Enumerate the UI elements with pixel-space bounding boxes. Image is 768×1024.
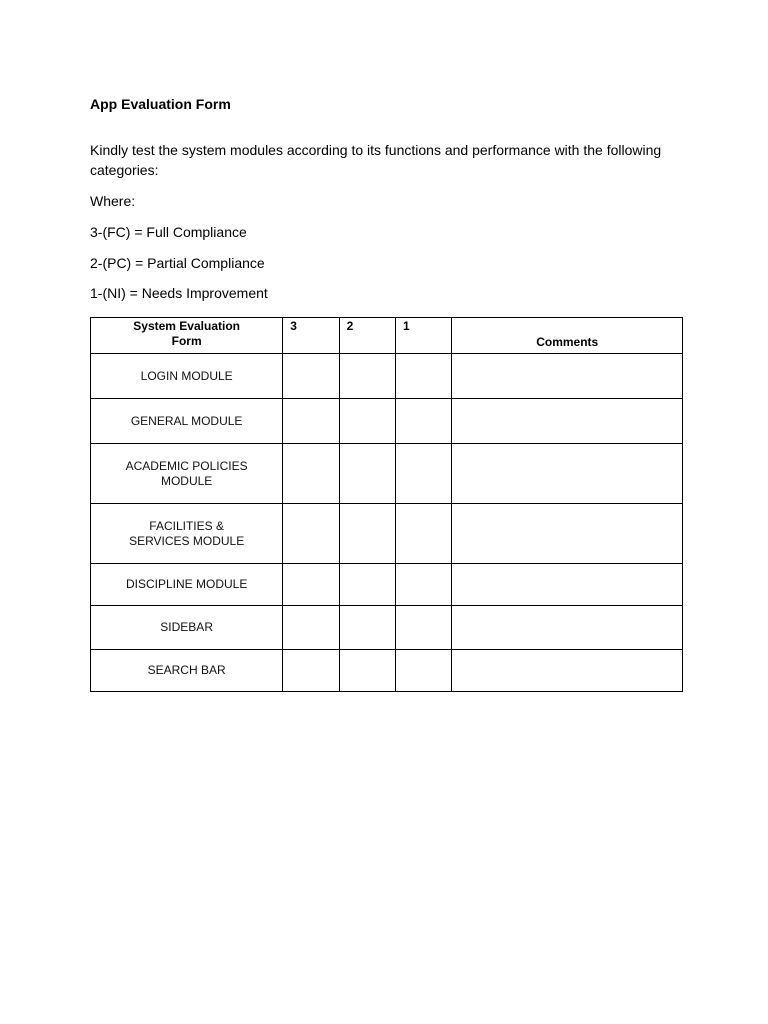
module-name-cell: LOGIN MODULE xyxy=(91,354,283,399)
score-2-cell[interactable] xyxy=(339,399,395,444)
table-row xyxy=(91,354,683,399)
header-score-1: 1 xyxy=(396,318,452,354)
module-name-cell: ACADEMIC POLICIES MODULE xyxy=(91,444,283,504)
evaluation-table xyxy=(90,317,683,692)
table-row xyxy=(91,606,683,650)
score-2-cell[interactable] xyxy=(339,354,395,399)
where-label: Where: xyxy=(90,193,136,209)
score-1-cell[interactable] xyxy=(396,606,452,650)
header-score-3: 3 xyxy=(283,318,339,354)
score-2-cell[interactable] xyxy=(339,444,395,504)
comments-cell[interactable] xyxy=(452,564,683,606)
score-3-cell[interactable] xyxy=(283,564,339,606)
comments-cell[interactable] xyxy=(452,504,683,564)
header-score-2: 2 xyxy=(339,318,395,354)
header-comments: Comments xyxy=(452,318,683,354)
score-3-cell[interactable] xyxy=(283,444,339,504)
table-header-row xyxy=(91,318,683,354)
category-partial-compliance: 2-(PC) = Partial Compliance xyxy=(90,255,265,271)
comments-cell[interactable] xyxy=(452,444,683,504)
score-2-cell[interactable] xyxy=(339,504,395,564)
table-row xyxy=(91,399,683,444)
module-name-cell: DISCIPLINE MODULE xyxy=(91,564,283,606)
comments-cell[interactable] xyxy=(452,606,683,650)
table-row xyxy=(91,564,683,606)
category-full-compliance: 3-(FC) = Full Compliance xyxy=(90,224,247,240)
form-title: App Evaluation Form xyxy=(90,96,231,112)
score-3-cell[interactable] xyxy=(283,504,339,564)
score-3-cell[interactable] xyxy=(283,606,339,650)
score-2-cell[interactable] xyxy=(339,606,395,650)
category-needs-improvement: 1-(NI) = Needs Improvement xyxy=(90,285,268,301)
header-system-evaluation-form: System Evaluation Form xyxy=(91,318,283,354)
score-1-cell[interactable] xyxy=(396,650,452,692)
score-3-cell[interactable] xyxy=(283,650,339,692)
comments-cell[interactable] xyxy=(452,650,683,692)
score-1-cell[interactable] xyxy=(396,444,452,504)
score-1-cell[interactable] xyxy=(396,354,452,399)
score-1-cell[interactable] xyxy=(396,504,452,564)
score-3-cell[interactable] xyxy=(283,399,339,444)
score-2-cell[interactable] xyxy=(339,650,395,692)
module-name-cell: GENERAL MODULE xyxy=(91,399,283,444)
score-1-cell[interactable] xyxy=(396,564,452,606)
table-row xyxy=(91,504,683,564)
score-1-cell[interactable] xyxy=(396,399,452,444)
table-row xyxy=(91,650,683,692)
comments-cell[interactable] xyxy=(452,399,683,444)
intro-text: Kindly test the system modules according to its functions and performance with the following categories: xyxy=(90,142,662,178)
module-name-cell: SEARCH BAR xyxy=(91,650,283,692)
comments-cell[interactable] xyxy=(452,354,683,399)
score-3-cell[interactable] xyxy=(283,354,339,399)
module-name-cell: SIDEBAR xyxy=(91,606,283,650)
score-2-cell[interactable] xyxy=(339,564,395,606)
module-name-cell: FACILITIES & SERVICES MODULE xyxy=(91,504,283,564)
table-row xyxy=(91,444,683,504)
